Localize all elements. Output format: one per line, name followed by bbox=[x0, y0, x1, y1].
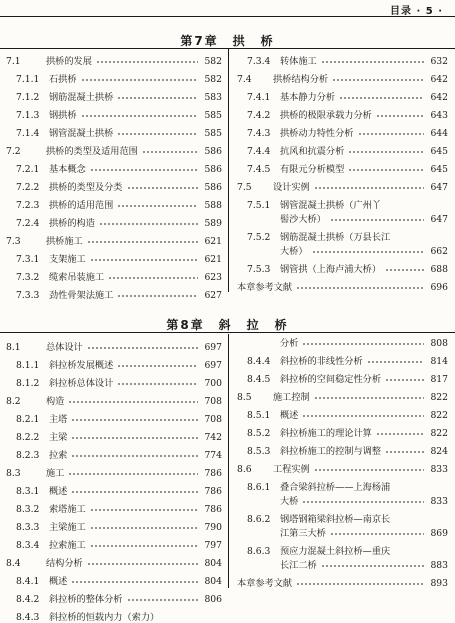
dot-leader bbox=[296, 582, 424, 586]
toc-entry-number: 8.4.4 bbox=[247, 355, 271, 367]
toc-entry-title: 钢管拱（上海卢浦大桥） bbox=[280, 263, 382, 275]
toc-entry-page: 627 bbox=[204, 289, 222, 301]
toc-entry-page: 623 bbox=[204, 271, 222, 283]
toc-entry bbox=[6, 228, 222, 246]
dot-leader bbox=[90, 526, 198, 530]
toc-entry-page: 742 bbox=[204, 431, 222, 443]
toc-entry-title: 斜拉桥的整体分析 bbox=[49, 593, 123, 605]
dot-leader bbox=[321, 564, 424, 568]
toc-entry-title: 施工控制 bbox=[273, 391, 310, 403]
toc-entry-number: 8.1.1 bbox=[16, 359, 40, 371]
toc-entry-title: 结构分析 bbox=[46, 557, 83, 569]
toc-entry-number: 7.4.5 bbox=[247, 163, 271, 175]
toc-entry-title: 钢拱桥 bbox=[49, 109, 77, 121]
dot-leader bbox=[127, 186, 199, 190]
dot-leader bbox=[367, 360, 424, 364]
toc-entry-page: 893 bbox=[430, 577, 448, 589]
toc-entry-number: 7.3.3 bbox=[16, 289, 40, 301]
toc-entry-number: 7.2.4 bbox=[16, 217, 40, 229]
toc-entry-number: 7.2 bbox=[6, 145, 21, 157]
toc-entry bbox=[237, 334, 448, 348]
toc-entry-number: 7.2.1 bbox=[16, 163, 40, 175]
toc-entry-title: 钢塔钢箱梁斜拉桥—南京长 bbox=[280, 513, 391, 525]
dot-leader bbox=[302, 500, 424, 504]
dot-leader bbox=[90, 258, 198, 262]
toc-entry-title: 斜拉桥的空间稳定性分析 bbox=[280, 373, 382, 385]
toc-entry-page: 808 bbox=[430, 337, 448, 349]
toc-entry-number: 7.1 bbox=[6, 55, 21, 67]
toc-entry-page: 621 bbox=[204, 253, 222, 265]
toc-entry-number: 8.3.4 bbox=[16, 539, 40, 551]
toc-entry bbox=[237, 474, 448, 492]
toc-entry bbox=[237, 120, 448, 138]
toc-entry-page: 833 bbox=[430, 495, 448, 507]
toc-entry-page: 824 bbox=[430, 445, 448, 457]
dot-leader bbox=[302, 414, 424, 418]
toc-entry-number: 8.2.1 bbox=[16, 413, 40, 425]
toc-entry bbox=[6, 246, 222, 264]
toc-entry-title: 分析 bbox=[280, 337, 299, 349]
toc-entry bbox=[237, 138, 448, 156]
dot-leader bbox=[117, 96, 198, 100]
dot-leader bbox=[71, 490, 198, 494]
toc-entry-title: 斜拉桥发展概述 bbox=[49, 359, 114, 371]
toc-entry-page: 786 bbox=[204, 485, 222, 497]
toc-entry-page: 647 bbox=[430, 213, 448, 225]
toc-entry-number: 7.4.2 bbox=[247, 109, 271, 121]
toc-entry bbox=[6, 174, 222, 192]
toc-entry-page: 822 bbox=[430, 427, 448, 439]
toc-entry-page: 583 bbox=[204, 91, 222, 103]
toc-entry bbox=[6, 604, 222, 622]
toc-entry-page: 817 bbox=[430, 373, 448, 385]
toc-entry-page: 774 bbox=[204, 449, 222, 461]
toc-entry-title: 有限元分析模型 bbox=[280, 163, 345, 175]
toc-entry-page: 697 bbox=[204, 359, 222, 371]
dot-leader bbox=[71, 580, 198, 584]
toc-entry-number: 8.1.2 bbox=[16, 377, 40, 389]
toc-entry bbox=[237, 366, 448, 384]
toc-entry-page: 643 bbox=[430, 109, 448, 121]
dot-leader bbox=[90, 508, 198, 512]
toc-entry-number: 7.4.3 bbox=[247, 127, 271, 139]
dot-leader bbox=[348, 150, 424, 154]
toc-entry-page: 786 bbox=[204, 467, 222, 479]
toc-entry-title: 概述 bbox=[49, 575, 68, 587]
toc-entry-page: 822 bbox=[430, 391, 448, 403]
toc-entry-title: 劲性骨架法施工 bbox=[49, 289, 114, 301]
toc-entry-page: 700 bbox=[204, 377, 222, 389]
toc-entry bbox=[6, 496, 222, 514]
toc-entry-page: 662 bbox=[430, 245, 448, 257]
toc-entry-title: 拱桥的构造 bbox=[49, 217, 95, 229]
dot-leader bbox=[339, 96, 424, 100]
toc-entry-title: 主塔 bbox=[49, 413, 68, 425]
toc-entry-page: 645 bbox=[430, 145, 448, 157]
chapter-8-left-column bbox=[6, 334, 222, 622]
toc-entry-number: 7.5.1 bbox=[247, 199, 271, 211]
toc-entry bbox=[237, 174, 448, 192]
toc-entry bbox=[237, 556, 448, 570]
toc-entry-title: 拱桥施工 bbox=[46, 235, 83, 247]
toc-entry bbox=[237, 274, 448, 292]
toc-entry-number: 8.2.3 bbox=[16, 449, 40, 461]
toc-entry-title: 主梁施工 bbox=[49, 521, 86, 533]
toc-entry-title: 施工 bbox=[46, 467, 65, 479]
toc-entry-number: 8.2.2 bbox=[16, 431, 40, 443]
toc-entry-page: 688 bbox=[430, 263, 448, 275]
toc-entry bbox=[237, 402, 448, 420]
toc-entry-number: 8.1 bbox=[6, 341, 21, 353]
toc-entry bbox=[237, 156, 448, 174]
toc-entry-title: 本章参考文献 bbox=[237, 577, 293, 589]
toc-entry-title: 钢筋混凝土拱桥 bbox=[49, 91, 114, 103]
toc-entry-title: 拉索 bbox=[49, 449, 68, 461]
toc-entry bbox=[237, 66, 448, 84]
toc-entry bbox=[6, 442, 222, 460]
toc-entry-page: 647 bbox=[430, 181, 448, 193]
toc-entry-page: 708 bbox=[204, 395, 222, 407]
toc-entry bbox=[6, 532, 222, 550]
dot-leader bbox=[117, 382, 198, 386]
toc-entry-page: 696 bbox=[430, 281, 448, 293]
toc-entry-title: 概述 bbox=[280, 409, 299, 421]
toc-entry-number: 8.5 bbox=[237, 391, 252, 403]
toc-entry bbox=[237, 210, 448, 224]
dot-leader bbox=[348, 168, 424, 172]
toc-entry bbox=[6, 192, 222, 210]
toc-entry-title: 叠合梁斜拉桥——上海杨浦 bbox=[280, 481, 391, 493]
dot-leader bbox=[96, 60, 198, 64]
dot-leader bbox=[321, 60, 424, 64]
toc-entry-title: 拱桥动力特性分析 bbox=[280, 127, 354, 139]
toc-entry-page: 790 bbox=[204, 521, 222, 533]
toc-entry bbox=[237, 506, 448, 524]
toc-entry-number: 8.5.1 bbox=[247, 409, 271, 421]
toc-entry-page: 697 bbox=[204, 341, 222, 353]
toc-entry-title: 构造 bbox=[46, 395, 65, 407]
chapter-8-rule bbox=[0, 332, 455, 333]
toc-entry-number: 8.3.1 bbox=[16, 485, 40, 497]
toc-entry-number: 8.2 bbox=[6, 395, 21, 407]
toc-entry-number: 8.3.3 bbox=[16, 521, 40, 533]
toc-entry bbox=[237, 84, 448, 102]
toc-entry-title: 大桥） bbox=[280, 245, 308, 257]
dot-leader bbox=[330, 532, 424, 536]
toc-entry-title: 缆索吊装施工 bbox=[49, 271, 105, 283]
toc-entry bbox=[237, 192, 448, 210]
toc-entry-page: 589 bbox=[204, 217, 222, 229]
dot-leader bbox=[99, 222, 198, 226]
toc-entry bbox=[237, 48, 448, 66]
toc-entry bbox=[6, 210, 222, 228]
toc-entry-number: 7.5 bbox=[237, 181, 252, 193]
toc-entry-title: 索塔施工 bbox=[49, 503, 86, 515]
dot-leader bbox=[385, 378, 424, 382]
toc-entry bbox=[6, 48, 222, 66]
dot-leader bbox=[312, 250, 424, 254]
toc-entry-page: 586 bbox=[204, 163, 222, 175]
toc-entry bbox=[237, 256, 448, 274]
toc-entry-title: 总体设计 bbox=[46, 341, 83, 353]
toc-entry bbox=[6, 66, 222, 84]
toc-entry-page: 621 bbox=[204, 235, 222, 247]
toc-entry-page: 642 bbox=[430, 73, 448, 85]
dot-leader bbox=[68, 472, 198, 476]
toc-entry-title: 本章参考文献 bbox=[237, 281, 293, 293]
toc-entry bbox=[237, 242, 448, 256]
toc-entry-page: 833 bbox=[430, 463, 448, 475]
toc-entry bbox=[6, 388, 222, 406]
dot-leader bbox=[358, 132, 425, 136]
toc-entry-page: 814 bbox=[430, 355, 448, 367]
toc-entry-title: 长江二桥 bbox=[280, 559, 317, 571]
toc-entry-number: 7.1.1 bbox=[16, 73, 40, 85]
dot-leader bbox=[90, 544, 198, 548]
dot-leader bbox=[117, 294, 198, 298]
toc-entry bbox=[237, 570, 448, 588]
dot-leader bbox=[117, 204, 198, 208]
dot-leader bbox=[314, 186, 424, 190]
toc-entry-page: 797 bbox=[204, 539, 222, 551]
toc-entry-page: 869 bbox=[430, 527, 448, 539]
toc-entry-number: 7.3.2 bbox=[16, 271, 40, 283]
toc-entry-page: 644 bbox=[430, 127, 448, 139]
dot-leader bbox=[81, 78, 198, 82]
toc-entry-title: 髻沙大桥） bbox=[280, 213, 326, 225]
dot-leader bbox=[127, 598, 199, 602]
toc-entry-title: 斜拉桥的恒载内力（索力） bbox=[49, 611, 160, 623]
toc-entry-number: 7.4.1 bbox=[247, 91, 271, 103]
toc-entry bbox=[6, 138, 222, 156]
toc-entry-title: 斜拉桥施工的理论计算 bbox=[280, 427, 372, 439]
dot-leader bbox=[87, 562, 198, 566]
toc-entry-title: 江第三大桥 bbox=[280, 527, 326, 539]
dot-leader bbox=[90, 168, 198, 172]
dot-leader bbox=[108, 276, 198, 280]
dot-leader bbox=[142, 150, 198, 154]
dot-leader bbox=[385, 450, 424, 454]
toc-entry-number: 8.4.3 bbox=[16, 611, 40, 623]
toc-entry-page: 645 bbox=[430, 163, 448, 175]
dot-leader bbox=[330, 218, 424, 222]
toc-entry-title: 工程实例 bbox=[273, 463, 310, 475]
toc-entry-page: 806 bbox=[204, 593, 222, 605]
chapter-8-title: 第8章 斜 拉 桥 bbox=[166, 318, 289, 332]
toc-entry-title: 基本概念 bbox=[49, 163, 86, 175]
chapter-7-title: 第7章 拱 桥 bbox=[180, 34, 275, 48]
toc-entry bbox=[6, 334, 222, 352]
dot-leader bbox=[71, 454, 198, 458]
toc-entry bbox=[6, 264, 222, 282]
toc-entry-title: 拱桥结构分析 bbox=[273, 73, 329, 85]
toc-entry-number: 8.5.2 bbox=[247, 427, 271, 439]
chapter-7-left-column bbox=[6, 48, 222, 300]
toc-entry-title: 拱桥的适用范围 bbox=[49, 199, 114, 211]
toc-entry bbox=[6, 568, 222, 586]
running-header-page-label: 目录 · 5 · bbox=[390, 6, 443, 17]
toc-entry-title: 钢筋混凝土拱桥（万县长江 bbox=[280, 231, 391, 243]
toc-entry-number: 7.3 bbox=[6, 235, 21, 247]
toc-entry-number: 7.2.3 bbox=[16, 199, 40, 211]
running-header bbox=[0, 0, 455, 26]
dot-leader bbox=[81, 114, 198, 118]
toc-entry bbox=[237, 524, 448, 538]
toc-entry bbox=[6, 514, 222, 532]
toc-entry-title: 拱桥的类型及适用范围 bbox=[46, 145, 138, 157]
toc-entry bbox=[237, 456, 448, 474]
toc-entry bbox=[6, 406, 222, 424]
toc-entry bbox=[6, 586, 222, 604]
toc-entry-page: 804 bbox=[204, 575, 222, 587]
dot-leader bbox=[87, 346, 198, 350]
toc-entry-title: 拱桥的发展 bbox=[46, 55, 92, 67]
toc-entry-number: 8.6.3 bbox=[247, 545, 271, 557]
toc-entry bbox=[237, 224, 448, 242]
toc-entry-number: 8.6.2 bbox=[247, 513, 271, 525]
toc-entry bbox=[6, 370, 222, 388]
toc-entry bbox=[237, 384, 448, 402]
toc-entry-page: 582 bbox=[204, 55, 222, 67]
toc-entry-page: 632 bbox=[430, 55, 448, 67]
toc-entry-title: 石拱桥 bbox=[49, 73, 77, 85]
toc-entry-number: 8.6.1 bbox=[247, 481, 271, 493]
chapter-7-right-column bbox=[228, 48, 448, 292]
toc-entry-title: 大桥 bbox=[280, 495, 299, 507]
toc-entry-title: 钢管混凝土拱桥 bbox=[49, 127, 114, 139]
toc-entry-title: 主梁 bbox=[49, 431, 68, 443]
dot-leader bbox=[71, 418, 198, 422]
dot-leader bbox=[385, 268, 424, 272]
dot-leader bbox=[68, 400, 198, 404]
toc-entry-title: 概述 bbox=[49, 485, 68, 497]
toc-entry bbox=[6, 282, 222, 300]
toc-entry-number: 7.4.4 bbox=[247, 145, 271, 157]
toc-entry bbox=[237, 538, 448, 556]
toc-entry bbox=[6, 84, 222, 102]
dot-leader bbox=[314, 468, 424, 472]
toc-entry-title: 预应力混凝土斜拉桥—重庆 bbox=[280, 545, 391, 557]
toc-entry bbox=[237, 420, 448, 438]
toc-entry-number: 8.3 bbox=[6, 467, 21, 479]
toc-entry bbox=[6, 352, 222, 370]
toc-entry bbox=[6, 156, 222, 174]
dot-leader bbox=[314, 396, 424, 400]
dot-leader bbox=[302, 342, 424, 346]
header-rule bbox=[0, 16, 455, 17]
dot-leader bbox=[376, 114, 424, 118]
toc-entry-number: 7.5.2 bbox=[247, 231, 271, 243]
toc-entry bbox=[6, 460, 222, 478]
toc-entry bbox=[237, 348, 448, 366]
dot-leader bbox=[117, 364, 198, 368]
toc-entry-title: 转体施工 bbox=[280, 55, 317, 67]
toc-entry-number: 8.4.1 bbox=[16, 575, 40, 587]
toc-entry bbox=[6, 424, 222, 442]
chapter-8-right-column bbox=[228, 334, 448, 588]
toc-entry-page: 786 bbox=[204, 503, 222, 515]
toc-entry-page: 586 bbox=[204, 145, 222, 157]
dot-leader bbox=[71, 436, 198, 440]
toc-entry-page: 822 bbox=[430, 409, 448, 421]
toc-entry-title: 斜拉桥的非线性分析 bbox=[280, 355, 363, 367]
toc-entry-page: 804 bbox=[204, 557, 222, 569]
toc-entry-number: 7.4 bbox=[237, 73, 252, 85]
toc-entry-number: 7.3.1 bbox=[16, 253, 40, 265]
toc-entry-title: 抗风和抗震分析 bbox=[280, 145, 345, 157]
toc-entry-title: 支架施工 bbox=[49, 253, 86, 265]
toc-entry bbox=[237, 438, 448, 456]
toc-entry-title: 设计实例 bbox=[273, 181, 310, 193]
toc-entry-page: 586 bbox=[204, 181, 222, 193]
toc-entry-number: 7.1.4 bbox=[16, 127, 40, 139]
toc-entry-number: 8.4.5 bbox=[247, 373, 271, 385]
toc-entry-number: 8.4.2 bbox=[16, 593, 40, 605]
toc-entry-number: 8.3.2 bbox=[16, 503, 40, 515]
dot-leader bbox=[117, 132, 198, 136]
toc-entry-number: 8.5.3 bbox=[247, 445, 271, 457]
toc-entry-page: 585 bbox=[204, 109, 222, 121]
toc-entry bbox=[6, 478, 222, 496]
toc-entry-title: 斜拉桥施工的控制与调整 bbox=[280, 445, 382, 457]
toc-entry-title: 拱桥的类型及分类 bbox=[49, 181, 123, 193]
toc-entry-number: 8.4 bbox=[6, 557, 21, 569]
toc-entry-number: 7.1.2 bbox=[16, 91, 40, 103]
toc-entry-page: 582 bbox=[204, 73, 222, 85]
toc-entry-number: 8.6 bbox=[237, 463, 252, 475]
toc-entry-page: 708 bbox=[204, 413, 222, 425]
toc-entry-page: 585 bbox=[204, 127, 222, 139]
dot-leader bbox=[332, 78, 424, 82]
toc-entry-number: 7.3.4 bbox=[247, 55, 271, 67]
toc-entry bbox=[6, 120, 222, 138]
toc-entry-title: 基本静力分析 bbox=[280, 91, 336, 103]
toc-entry bbox=[237, 102, 448, 120]
toc-entry-title: 拱桥的极限承载力分析 bbox=[280, 109, 372, 121]
toc-entry-number: 7.2.2 bbox=[16, 181, 40, 193]
toc-entry-title: 拉索施工 bbox=[49, 539, 86, 551]
toc-entry-page: 642 bbox=[430, 91, 448, 103]
toc-entry-page: 883 bbox=[430, 559, 448, 571]
toc-entry-number: 7.1.3 bbox=[16, 109, 40, 121]
toc-entry-title: 钢管混凝土拱桥（广州丫 bbox=[280, 199, 382, 211]
dot-leader bbox=[296, 286, 424, 290]
toc-entry-number: 7.5.3 bbox=[247, 263, 271, 275]
toc-entry-title: 斜拉桥总体设计 bbox=[49, 377, 114, 389]
toc-entry-page: 588 bbox=[204, 199, 222, 211]
toc-entry bbox=[6, 550, 222, 568]
dot-leader bbox=[87, 240, 198, 244]
dot-leader bbox=[376, 432, 424, 436]
toc-entry bbox=[6, 102, 222, 120]
toc-entry bbox=[237, 492, 448, 506]
